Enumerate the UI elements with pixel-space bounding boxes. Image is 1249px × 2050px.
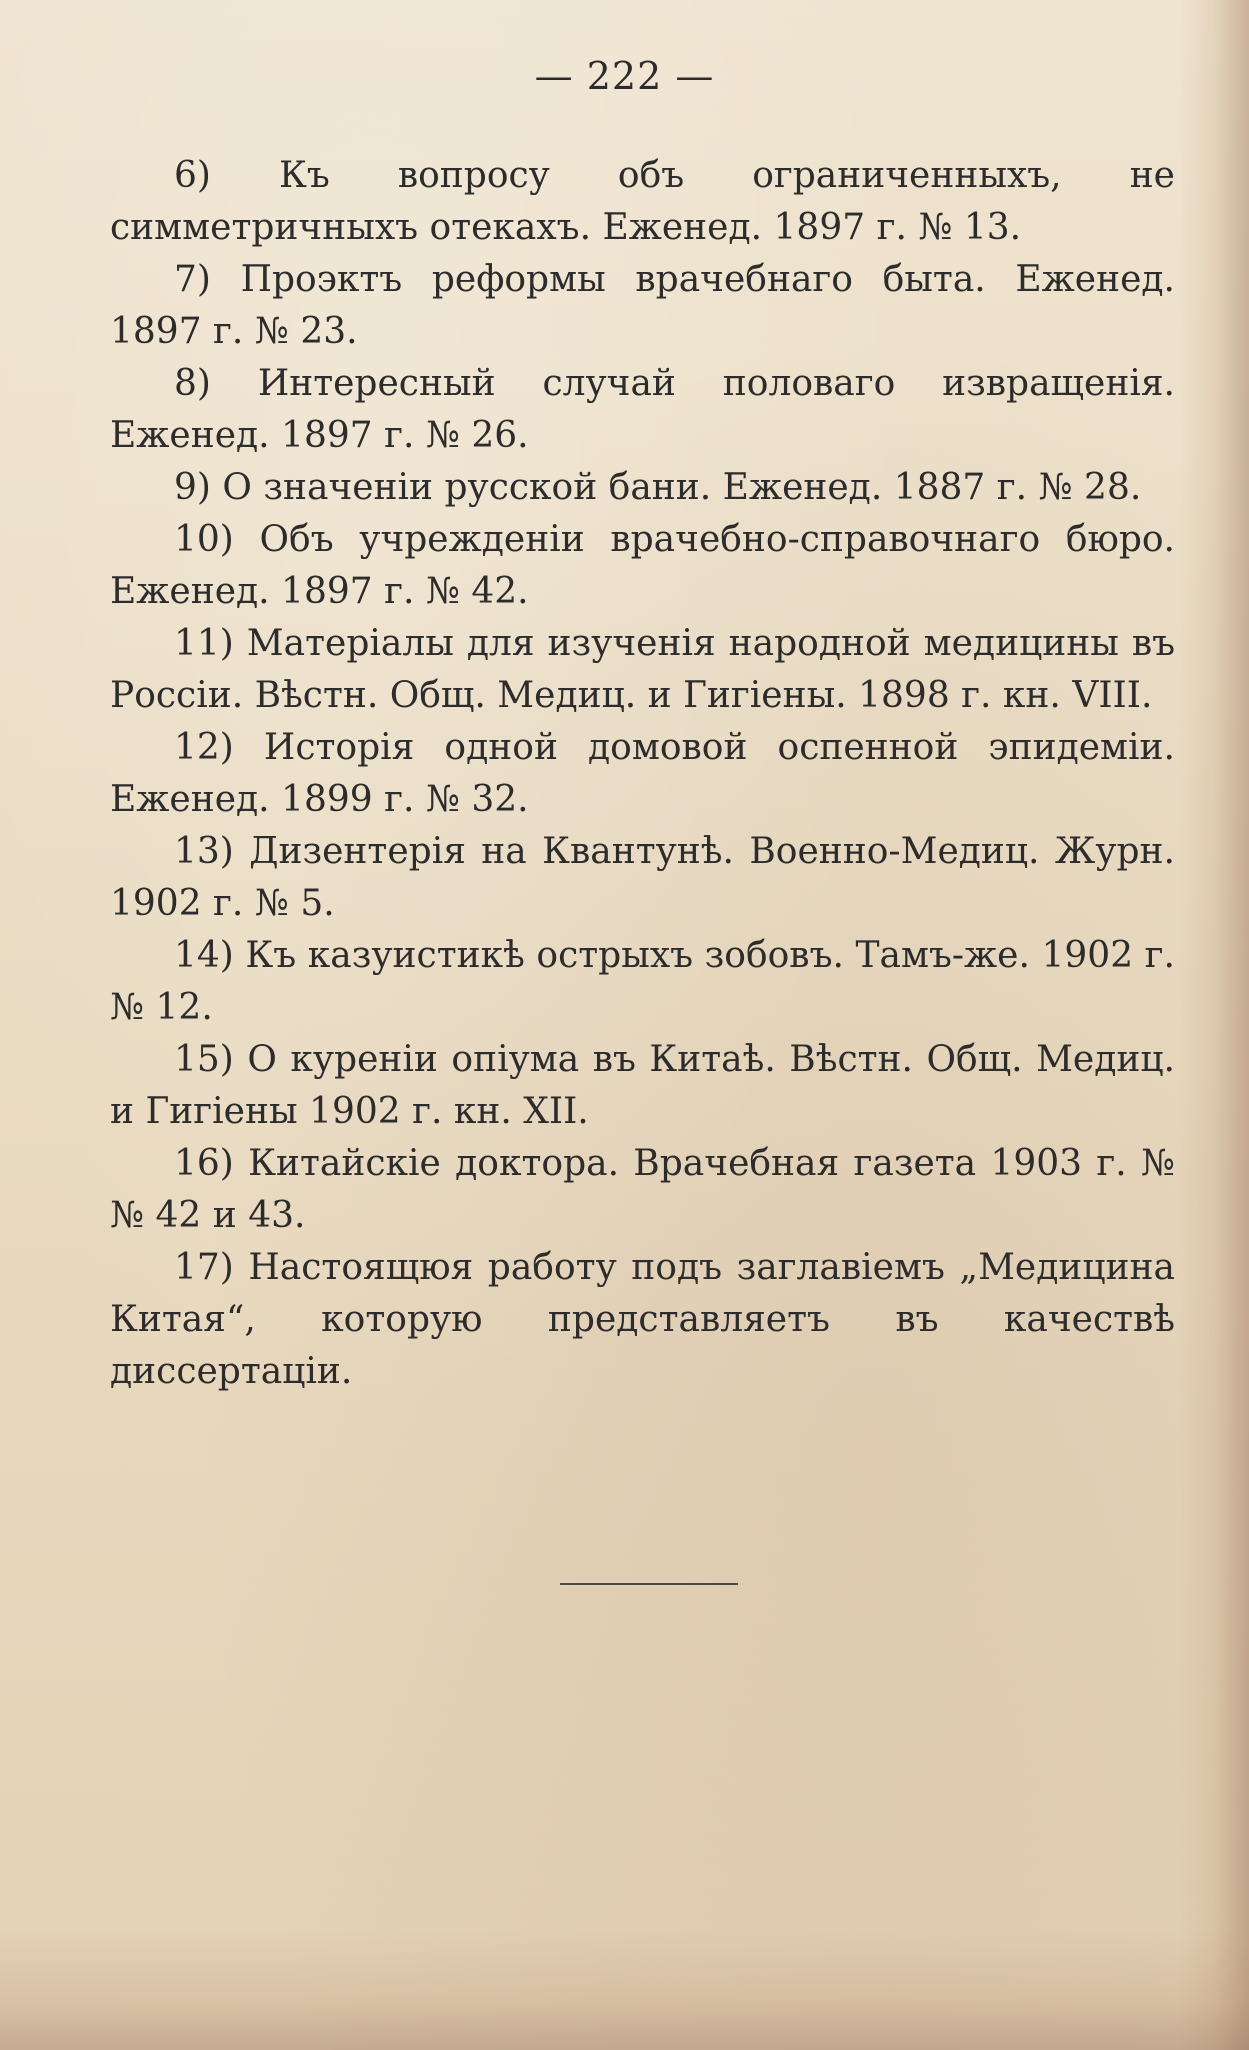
- bibliography-entry-8: 8) Интересный случай половаго извращенія. Еженед. 1897 г. № 26.: [110, 363, 1175, 456]
- bibliography-entry-16: 16) Китайскіе доктора. Врачебная газета 1903 г. №№ 42 и 43.: [110, 1143, 1175, 1236]
- bibliography-entry-9: 9) О значеніи русской бани. Еженед. 1887 г. № 28.: [174, 467, 1142, 508]
- bibliography-entry-10: 10) Объ учрежденіи врачебно-справочнаго бюро. Еженед. 1897 г. № 42.: [110, 519, 1175, 612]
- section-divider: [560, 1583, 738, 1585]
- bibliography-entry-13: 13) Дизентерія на Квантунѣ. Военно-Медиц. Журн. 1902 г. № 5.: [110, 831, 1175, 924]
- page-bottom-stain: [0, 1930, 1249, 2050]
- bibliography-entry-12: 12) Исторія одной домовой оспенной эпидеміи. Еженед. 1899 г. № 32.: [110, 727, 1175, 820]
- page-number: — 222 —: [534, 54, 715, 98]
- bibliography-entry-6: 6) Къ вопросу объ ограниченныхъ, не симметричныхъ отекахъ. Еженед. 1897 г. № 13.: [110, 155, 1175, 248]
- bibliography-list: [110, 150, 1175, 1398]
- bibliography-entry-7: 7) Проэктъ реформы врачебнаго быта. Еженед. 1897 г. № 23.: [110, 259, 1175, 352]
- bibliography-entry-15: 15) О куреніи опіума въ Китаѣ. Вѣстн. Общ. Медиц. и Гигіены 1902 г. кн. XII.: [110, 1039, 1175, 1132]
- bibliography-entry-17: 17) Настоящюя работу подъ заглавіемъ „Медицина Китая“, которую представляетъ въ качествѣ диссертаціи.: [110, 1247, 1175, 1392]
- bibliography-entry-11: 11) Матеріалы для изученія народной медицины въ Россіи. Вѣстн. Общ. Медиц. и Гигіены. 1898 г. кн. VIII.: [110, 623, 1175, 716]
- page-edge-shadow: [1179, 0, 1249, 2050]
- bibliography-entry-14: 14) Къ казуистикѣ острыхъ зобовъ. Тамъ-же. 1902 г. № 12.: [110, 935, 1175, 1028]
